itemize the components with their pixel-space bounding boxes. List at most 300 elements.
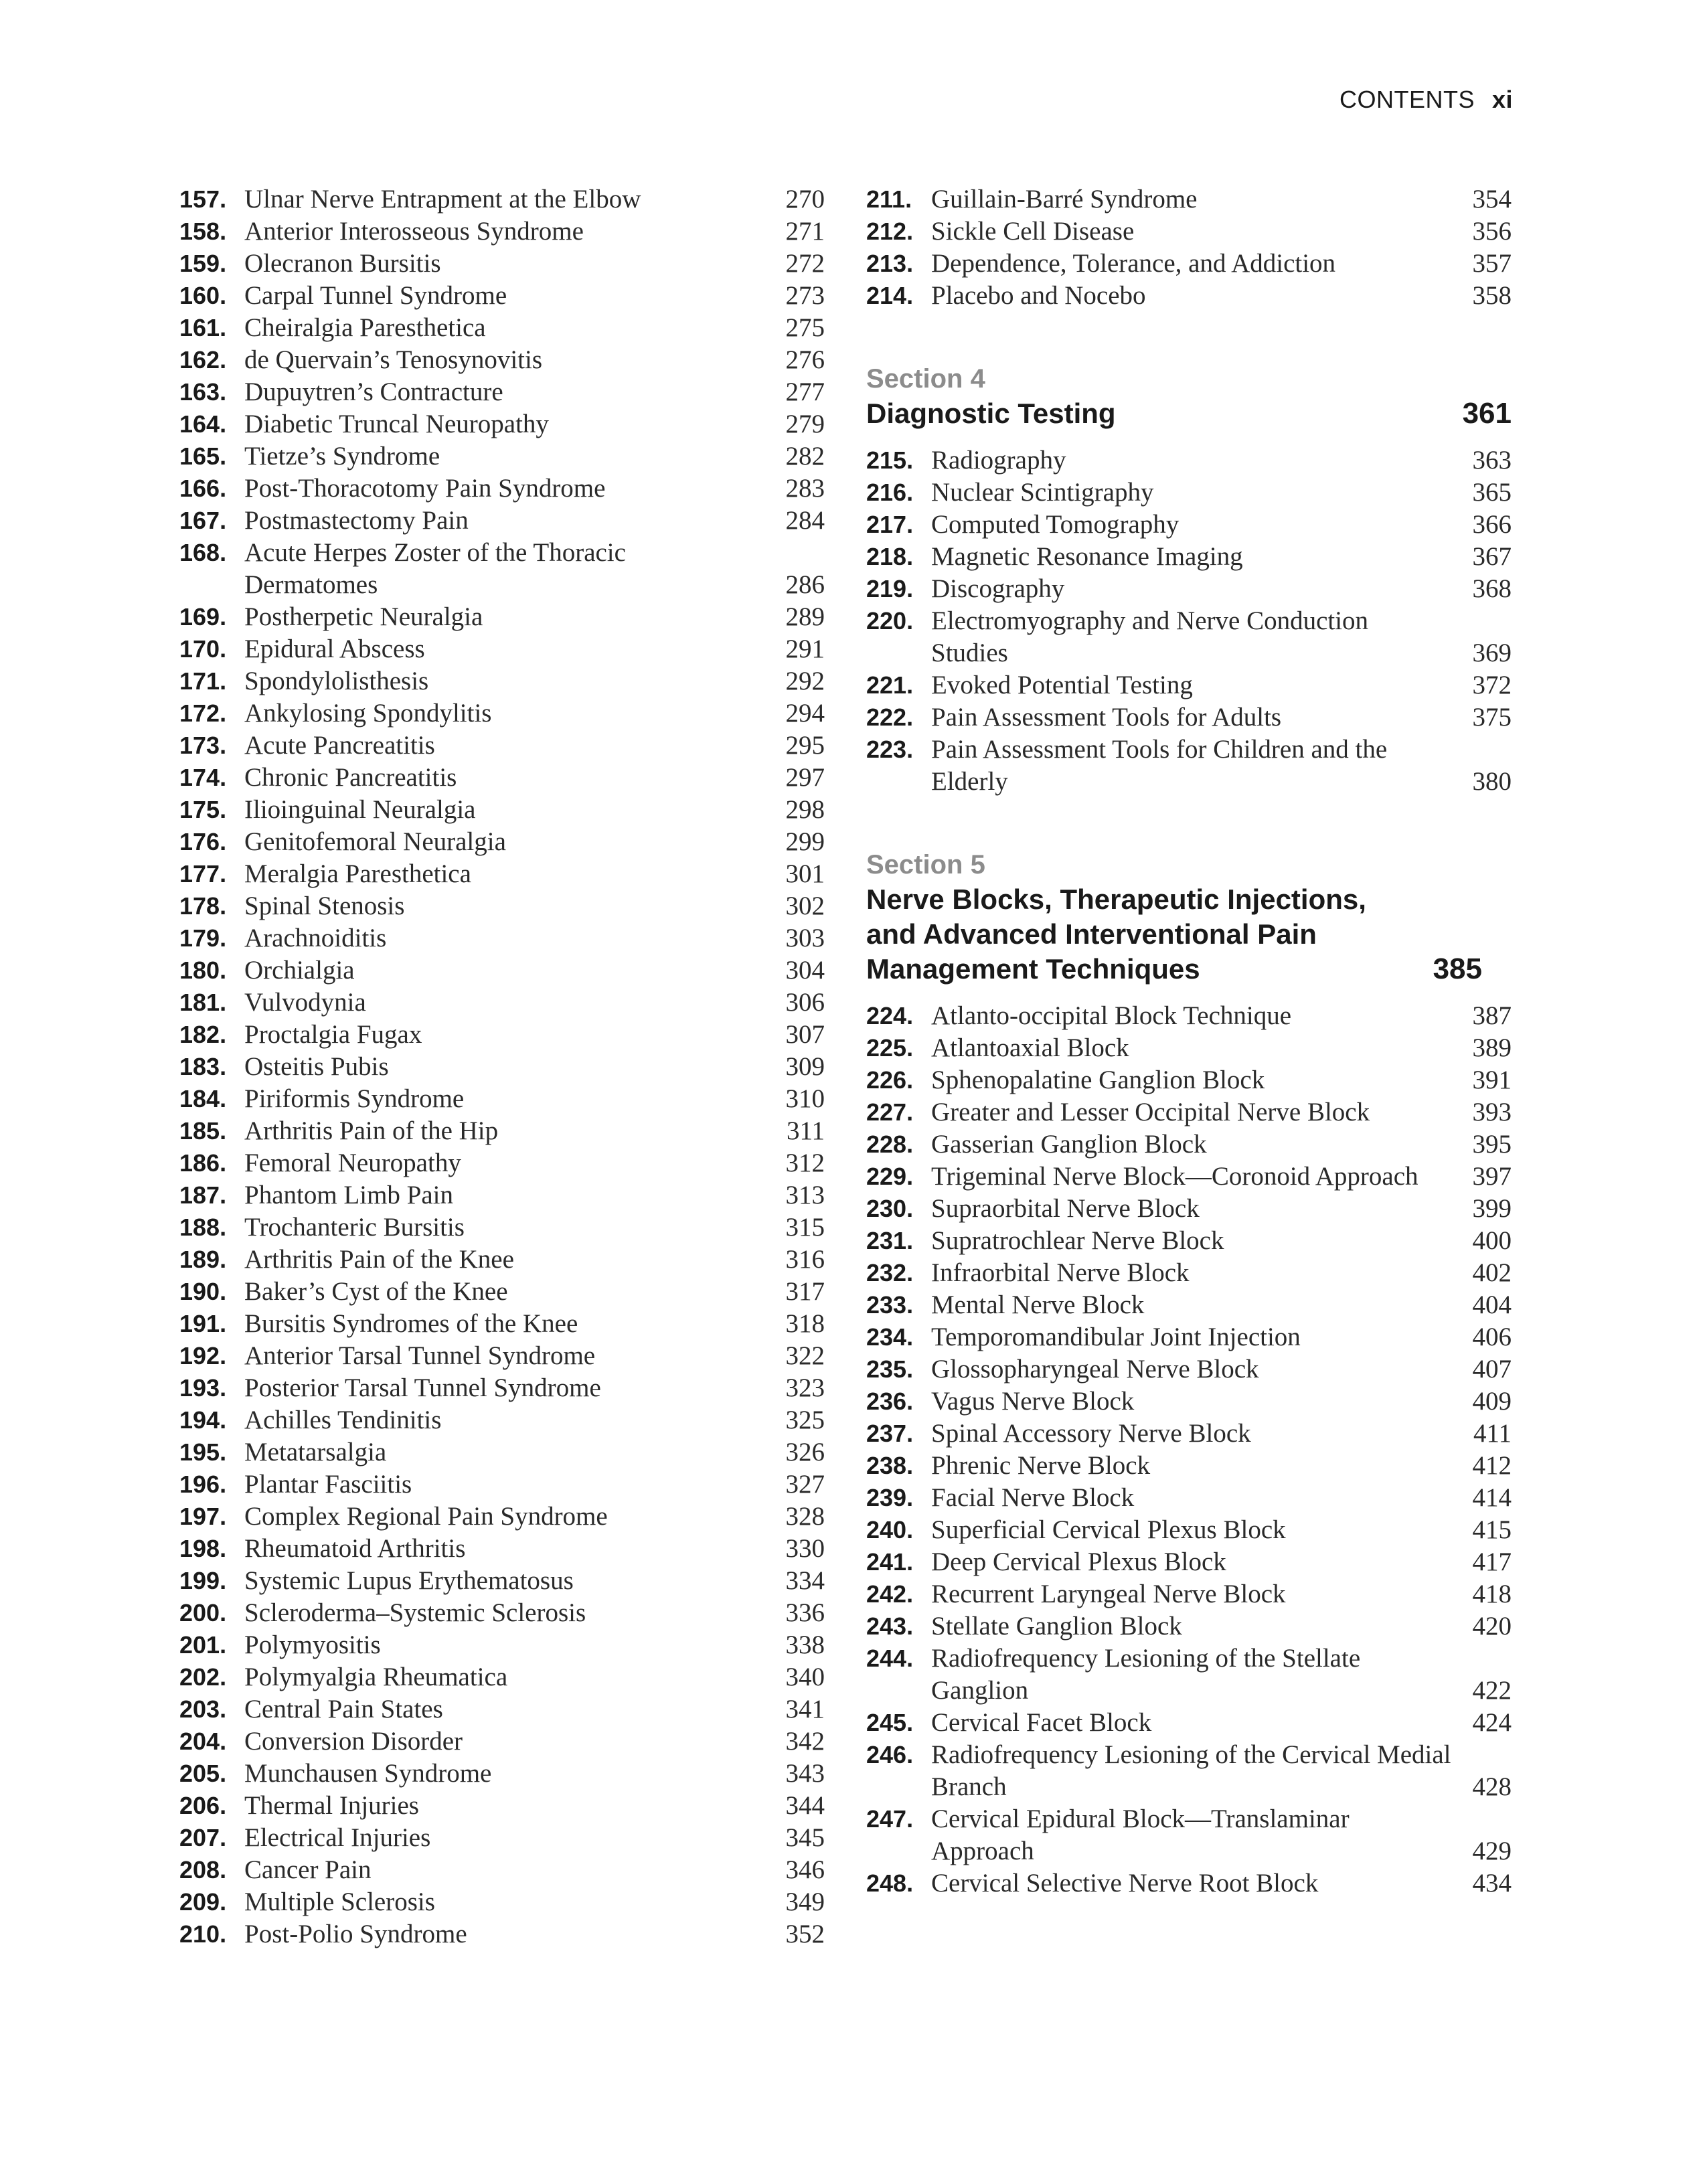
toc-entry[interactable] [866, 1225, 1512, 1257]
toc-entry[interactable] [866, 1193, 1512, 1225]
toc-entry[interactable] [179, 1179, 825, 1211]
toc-entry[interactable] [179, 826, 825, 858]
toc-entry[interactable] [179, 1147, 825, 1179]
toc-entry[interactable] [866, 1610, 1512, 1643]
chapter-number: 226. [866, 1066, 914, 1094]
chapter-page: 318 [785, 1309, 825, 1338]
chapter-title: Complex Regional Pain Syndrome [244, 1502, 608, 1531]
chapter-number: 193. [179, 1374, 227, 1402]
chapter-title: Postherpetic Neuralgia [244, 602, 483, 631]
toc-entry[interactable] [179, 1051, 825, 1083]
toc-entry[interactable] [179, 1211, 825, 1244]
chapter-page: 312 [785, 1149, 825, 1177]
toc-entry[interactable] [866, 573, 1512, 605]
chapter-number: 158. [179, 218, 227, 245]
chapter-page: 358 [1472, 281, 1512, 310]
toc-entry[interactable] [179, 954, 825, 987]
chapter-page: 345 [785, 1823, 825, 1852]
chapter-page: 411 [1473, 1419, 1512, 1448]
chapter-page: 275 [785, 313, 825, 342]
chapter-number: 176. [179, 828, 227, 855]
toc-entry[interactable] [866, 1064, 1512, 1096]
chapter-title: Radiography [931, 446, 1066, 475]
chapter-title: Post-Thoracotomy Pain Syndrome [244, 474, 606, 503]
toc-entry[interactable] [866, 1385, 1512, 1418]
chapter-page: 334 [785, 1566, 825, 1595]
chapter-title: Spinal Stenosis [244, 892, 405, 920]
toc-entry[interactable] [866, 1643, 1512, 1707]
chapter-title: Proctalgia Fugax [244, 1020, 422, 1049]
chapter-number: 199. [179, 1567, 227, 1594]
chapter-title: Bursitis Syndromes of the Knee [244, 1309, 578, 1338]
toc-entry[interactable] [179, 1790, 825, 1822]
toc-entry[interactable] [866, 1739, 1512, 1803]
toc-entry[interactable] [179, 505, 825, 537]
toc-entry[interactable] [866, 1514, 1512, 1546]
chapter-title: Pain Assessment Tools for Adults [931, 703, 1282, 732]
chapter-title: Sphenopalatine Ganglion Block [931, 1066, 1265, 1094]
toc-entry[interactable] [179, 248, 825, 280]
chapter-number: 217. [866, 511, 914, 538]
toc-entry[interactable] [866, 1418, 1512, 1450]
chapter-number: 248. [866, 1869, 914, 1897]
toc-entry[interactable] [866, 605, 1512, 669]
chapter-page: 338 [785, 1630, 825, 1659]
chapter-title: Cheiralgia Paresthetica [244, 313, 486, 342]
chapter-title: Stellate Ganglion Block [931, 1612, 1182, 1641]
chapter-title: Magnetic Resonance Imaging [931, 542, 1243, 571]
toc-entry[interactable] [866, 669, 1512, 701]
chapter-title: Multiple Sclerosis [244, 1887, 435, 1916]
chapter-page: 375 [1472, 703, 1512, 732]
toc-entry[interactable] [179, 1019, 825, 1051]
chapter-title: Orchialgia [244, 956, 355, 985]
toc-entry[interactable] [866, 216, 1512, 248]
toc-entry[interactable] [179, 633, 825, 665]
chapter-number: 233. [866, 1291, 914, 1319]
chapter-title: Post-Polio Syndrome [244, 1920, 467, 1948]
chapter-page: 273 [785, 281, 825, 310]
toc-entry[interactable] [179, 1597, 825, 1629]
toc-entry[interactable] [179, 376, 825, 408]
toc-entry[interactable] [179, 1372, 825, 1404]
chapter-page: 323 [785, 1373, 825, 1402]
chapter-page: 282 [785, 442, 825, 471]
chapter-page: 429 [1472, 1837, 1512, 1865]
chapter-page: 404 [1472, 1290, 1512, 1319]
toc-entry[interactable] [866, 1707, 1512, 1739]
chapter-title: Arthritis Pain of the Knee [244, 1245, 514, 1274]
chapter-page: 310 [785, 1084, 825, 1113]
toc-entry[interactable] [866, 1578, 1512, 1610]
chapter-title: Temporomandibular Joint Injection [931, 1323, 1301, 1351]
chapter-number: 167. [179, 507, 227, 534]
chapter-page: 315 [785, 1213, 825, 1242]
toc-entry[interactable] [179, 1886, 825, 1918]
chapter-number: 204. [179, 1728, 227, 1755]
chapter-number: 170. [179, 635, 227, 663]
toc-entry[interactable] [179, 1404, 825, 1436]
chapter-page: 422 [1472, 1676, 1512, 1705]
chapter-number: 227. [866, 1098, 914, 1126]
toc-entry[interactable] [179, 601, 825, 633]
chapter-page: 366 [1472, 510, 1512, 539]
toc-entry[interactable] [866, 1546, 1512, 1578]
chapter-number: 247. [866, 1805, 914, 1833]
chapter-page: 301 [785, 859, 825, 888]
toc-entry[interactable] [866, 509, 1512, 541]
chapter-page: 341 [785, 1695, 825, 1724]
chapter-number: 235. [866, 1355, 914, 1383]
chapter-page: 272 [785, 249, 825, 278]
toc-entry[interactable] [866, 444, 1512, 477]
toc-entry[interactable] [179, 794, 825, 826]
chapter-page: 344 [785, 1791, 825, 1820]
chapter-page: 325 [785, 1406, 825, 1434]
chapter-number: 159. [179, 250, 227, 277]
chapter-title: Dependence, Tolerance, and Addiction [931, 249, 1336, 278]
chapter-number: 241. [866, 1548, 914, 1576]
toc-entry[interactable] [866, 701, 1512, 734]
chapter-number: 165. [179, 442, 227, 470]
chapter-page: 313 [785, 1181, 825, 1209]
chapter-title: Acute Herpes Zoster of the Thoracic Dermatomes [244, 538, 626, 599]
chapter-number: 208. [179, 1856, 227, 1883]
toc-entry[interactable] [179, 858, 825, 890]
chapter-title: Tietze’s Syndrome [244, 442, 440, 471]
chapter-page: 322 [785, 1341, 825, 1370]
chapter-page: 412 [1472, 1451, 1512, 1480]
chapter-number: 240. [866, 1516, 914, 1543]
toc-entry[interactable] [866, 1000, 1512, 1032]
section-4-label: Section 4 [866, 364, 985, 394]
toc-entry[interactable] [179, 183, 825, 216]
chapter-number: 169. [179, 603, 227, 631]
toc-entry[interactable] [179, 473, 825, 505]
toc-entry[interactable] [179, 1115, 825, 1147]
chapter-title: Spondylolisthesis [244, 667, 429, 695]
chapter-number: 197. [179, 1503, 227, 1530]
chapter-number: 216. [866, 479, 914, 506]
chapter-title: Gasserian Ganglion Block [931, 1130, 1207, 1159]
chapter-title: Radiofrequency Lesioning of the Cervical Medial Branch [931, 1740, 1451, 1801]
chapter-page: 406 [1472, 1323, 1512, 1351]
chapter-title: Posterior Tarsal Tunnel Syndrome [244, 1373, 601, 1402]
chapter-title: Conversion Disorder [244, 1727, 463, 1756]
toc-entry[interactable] [866, 1161, 1512, 1193]
toc-entry[interactable] [179, 1629, 825, 1661]
chapter-page: 393 [1472, 1098, 1512, 1126]
chapter-page: 283 [785, 474, 825, 503]
chapter-page: 295 [785, 731, 825, 760]
chapter-page: 309 [785, 1052, 825, 1081]
toc-entry[interactable] [866, 541, 1512, 573]
chapter-title: Mental Nerve Block [931, 1290, 1145, 1319]
chapter-title: Deep Cervical Plexus Block [931, 1547, 1226, 1576]
chapter-number: 182. [179, 1021, 227, 1048]
chapter-page: 299 [785, 827, 825, 856]
chapter-title: Glossopharyngeal Nerve Block [931, 1355, 1259, 1383]
toc-entry[interactable] [179, 1276, 825, 1308]
toc-entry[interactable] [866, 1353, 1512, 1385]
chapter-page: 387 [1472, 1001, 1512, 1030]
chapter-number: 205. [179, 1760, 227, 1787]
chapter-number: 187. [179, 1181, 227, 1209]
chapter-page: 336 [785, 1598, 825, 1627]
chapter-number: 221. [866, 671, 914, 699]
chapter-title: Cervical Selective Nerve Root Block [931, 1869, 1319, 1898]
chapter-title: Femoral Neuropathy [244, 1149, 461, 1177]
chapter-number: 178. [179, 892, 227, 920]
toc-entry[interactable] [866, 1257, 1512, 1289]
header-label: CONTENTS [1339, 86, 1475, 113]
chapter-page: 368 [1472, 574, 1512, 603]
chapter-number: 220. [866, 607, 914, 635]
chapter-title: Cervical Facet Block [931, 1708, 1152, 1737]
chapter-number: 202. [179, 1663, 227, 1691]
chapter-title: Infraorbital Nerve Block [931, 1258, 1190, 1287]
toc-entry[interactable] [179, 1436, 825, 1468]
chapter-number: 211. [866, 185, 912, 213]
chapter-number: 171. [179, 667, 227, 695]
section-4-page: 361 [1462, 397, 1512, 430]
toc-entry[interactable] [179, 440, 825, 473]
chapter-page: 399 [1472, 1194, 1512, 1223]
chapter-title: Meralgia Paresthetica [244, 859, 471, 888]
toc-entry[interactable] [179, 1758, 825, 1790]
chapter-title: Electromyography and Nerve Conduction Studies [931, 606, 1369, 667]
chapter-title: de Quervain’s Tenosynovitis [244, 345, 542, 374]
chapter-page: 294 [785, 699, 825, 728]
toc-entry[interactable] [179, 762, 825, 794]
chapter-page: 302 [785, 892, 825, 920]
toc-entry[interactable] [179, 1918, 825, 1950]
chapter-number: 190. [179, 1278, 227, 1305]
right-column [866, 183, 1512, 1900]
section-5-label: Section 5 [866, 850, 985, 879]
toc-entry[interactable] [179, 665, 825, 697]
chapter-page: 372 [1472, 671, 1512, 699]
chapter-page: 363 [1472, 446, 1512, 475]
chapter-number: 203. [179, 1695, 227, 1723]
chapter-page: 279 [785, 410, 825, 438]
chapter-title: Dupuytren’s Contracture [244, 377, 503, 406]
chapter-page: 407 [1472, 1355, 1512, 1383]
chapter-page: 297 [785, 763, 825, 792]
toc-entry[interactable] [179, 216, 825, 248]
toc-entry[interactable] [866, 734, 1512, 798]
chapter-title: Chronic Pancreatitis [244, 763, 457, 792]
chapter-number: 200. [179, 1599, 227, 1626]
chapter-page: 311 [786, 1116, 825, 1145]
chapter-number: 242. [866, 1580, 914, 1608]
toc-entry[interactable] [866, 280, 1512, 312]
chapter-title: Osteitis Pubis [244, 1052, 389, 1081]
toc-entry[interactable] [179, 1822, 825, 1854]
toc-entry[interactable] [179, 344, 825, 376]
chapter-title: Rheumatoid Arthritis [244, 1534, 466, 1563]
chapter-title: Ulnar Nerve Entrapment at the Elbow [244, 185, 641, 214]
chapter-page: 389 [1472, 1033, 1512, 1062]
chapter-title: Vagus Nerve Block [931, 1387, 1135, 1416]
chapter-page: 417 [1472, 1547, 1512, 1576]
chapter-title: Vulvodynia [244, 988, 366, 1017]
chapter-title: Genitofemoral Neuralgia [244, 827, 506, 856]
chapter-title: Anterior Tarsal Tunnel Syndrome [244, 1341, 596, 1370]
toc-entry[interactable] [866, 477, 1512, 509]
chapter-number: 173. [179, 732, 227, 759]
toc-entry[interactable] [179, 730, 825, 762]
section-5-title: Nerve Blocks, Therapeutic Injections, and Advanced Interventional Pain Management Techniques [866, 884, 1366, 985]
section-5-heading [866, 882, 1512, 987]
chapter-number: 162. [179, 346, 227, 373]
chapter-number: 210. [179, 1920, 227, 1948]
chapter-title: Piriformis Syndrome [244, 1084, 465, 1113]
chapter-title: Radiofrequency Lesioning of the Stellate Ganglion [931, 1644, 1361, 1705]
chapter-page: 340 [785, 1663, 825, 1691]
toc-entry[interactable] [179, 537, 825, 601]
chapter-page: 434 [1472, 1869, 1512, 1898]
toc-entry[interactable] [179, 922, 825, 954]
chapter-title: Scleroderma–Systemic Sclerosis [244, 1598, 586, 1627]
toc-entry[interactable] [866, 1803, 1512, 1867]
chapter-title: Trochanteric Bursitis [244, 1213, 465, 1242]
chapter-number: 224. [866, 1002, 914, 1029]
toc-entry[interactable] [179, 1468, 825, 1501]
chapter-title: Atlanto-occipital Block Technique [931, 1001, 1292, 1030]
toc-entry[interactable] [866, 183, 1512, 216]
chapter-title: Phrenic Nerve Block [931, 1451, 1151, 1480]
chapter-number: 244. [866, 1645, 914, 1672]
chapter-number: 189. [179, 1246, 227, 1273]
chapter-title: Supraorbital Nerve Block [931, 1194, 1200, 1223]
chapter-title: Polymyositis [244, 1630, 381, 1659]
chapter-number: 223. [866, 736, 914, 763]
toc-entry[interactable] [179, 890, 825, 922]
toc-entry[interactable] [866, 1289, 1512, 1321]
chapter-title: Munchausen Syndrome [244, 1759, 492, 1788]
chapter-title: Atlantoaxial Block [931, 1033, 1129, 1062]
chapter-title: Ilioinguinal Neuralgia [244, 795, 476, 824]
chapter-title: Cervical Epidural Block—Translaminar Approach [931, 1804, 1350, 1865]
chapter-title: Electrical Injuries [244, 1823, 431, 1852]
chapter-page: 418 [1472, 1580, 1512, 1608]
chapter-page: 428 [1472, 1772, 1512, 1801]
toc-entry[interactable] [179, 1308, 825, 1340]
chapter-page: 284 [785, 506, 825, 535]
chapter-page: 277 [785, 377, 825, 406]
toc-entry[interactable] [179, 697, 825, 730]
toc-entry[interactable] [866, 1032, 1512, 1064]
toc-entry[interactable] [179, 1693, 825, 1726]
chapter-number: 228. [866, 1130, 914, 1158]
chapter-page: 306 [785, 988, 825, 1017]
chapter-number: 192. [179, 1342, 227, 1369]
chapter-number: 214. [866, 282, 914, 309]
toc-entry[interactable] [179, 1565, 825, 1597]
chapter-number: 207. [179, 1824, 227, 1851]
chapter-title: Pain Assessment Tools for Children and the Elderly [931, 735, 1388, 796]
running-header [1339, 86, 1513, 114]
toc-entry[interactable] [179, 1661, 825, 1693]
chapter-number: 229. [866, 1163, 914, 1190]
chapter-title: Diabetic Truncal Neuropathy [244, 410, 549, 438]
chapter-number: 245. [866, 1709, 914, 1736]
toc-entry[interactable] [179, 1244, 825, 1276]
chapter-number: 188. [179, 1213, 227, 1241]
toc-entry[interactable] [179, 1083, 825, 1115]
header-page-number: xi [1491, 86, 1513, 113]
chapter-page: 420 [1472, 1612, 1512, 1641]
chapter-page: 292 [785, 667, 825, 695]
toc-entry[interactable] [866, 248, 1512, 280]
chapter-title: Plantar Fasciitis [244, 1470, 412, 1499]
toc-entry[interactable] [179, 1726, 825, 1758]
toc-entry[interactable] [179, 312, 825, 344]
chapter-number: 194. [179, 1406, 227, 1434]
chapter-page: 349 [785, 1887, 825, 1916]
chapter-page: 342 [785, 1727, 825, 1756]
chapter-number: 160. [179, 282, 227, 309]
section-4-heading [866, 396, 1512, 431]
chapter-title: Computed Tomography [931, 510, 1180, 539]
toc-entry[interactable] [866, 1867, 1512, 1900]
chapter-number: 172. [179, 699, 227, 727]
toc-entry[interactable] [179, 280, 825, 312]
toc-entry[interactable] [866, 1096, 1512, 1128]
toc-entry[interactable] [179, 1340, 825, 1372]
toc-entry[interactable] [866, 1482, 1512, 1514]
chapter-number: 222. [866, 703, 914, 731]
chapter-page: 316 [785, 1245, 825, 1274]
toc-entry[interactable] [179, 1854, 825, 1886]
chapter-page: 291 [785, 635, 825, 663]
toc-entry[interactable] [866, 1450, 1512, 1482]
chapter-number: 163. [179, 378, 227, 406]
chapter-title: Guillain-Barré Syndrome [931, 185, 1198, 214]
chapter-number: 177. [179, 860, 227, 888]
chapter-number: 183. [179, 1053, 227, 1080]
toc-entry[interactable] [866, 1321, 1512, 1353]
chapter-page: 307 [785, 1020, 825, 1049]
chapter-page: 303 [785, 924, 825, 952]
chapter-page: 395 [1472, 1130, 1512, 1159]
chapter-page: 414 [1472, 1483, 1512, 1512]
chapter-number: 230. [866, 1195, 914, 1222]
chapter-number: 166. [179, 475, 227, 502]
toc-entry[interactable] [866, 1128, 1512, 1161]
toc-entry[interactable] [179, 987, 825, 1019]
chapter-number: 180. [179, 956, 227, 984]
toc-entry[interactable] [179, 1533, 825, 1565]
chapter-number: 236. [866, 1388, 914, 1415]
chapter-title: Evoked Potential Testing [931, 671, 1193, 699]
chapter-title: Sickle Cell Disease [931, 217, 1135, 246]
chapter-number: 215. [866, 446, 914, 474]
toc-entry[interactable] [179, 408, 825, 440]
chapter-number: 186. [179, 1149, 227, 1177]
chapter-page: 356 [1472, 217, 1512, 246]
chapter-page: 326 [785, 1438, 825, 1466]
chapter-title: Arachnoiditis [244, 924, 387, 952]
chapter-number: 191. [179, 1310, 227, 1337]
chapter-number: 195. [179, 1438, 227, 1466]
toc-entry[interactable] [179, 1501, 825, 1533]
chapter-number: 175. [179, 796, 227, 823]
chapter-page: 304 [785, 956, 825, 985]
chapter-number: 237. [866, 1420, 914, 1447]
chapter-number: 218. [866, 543, 914, 570]
